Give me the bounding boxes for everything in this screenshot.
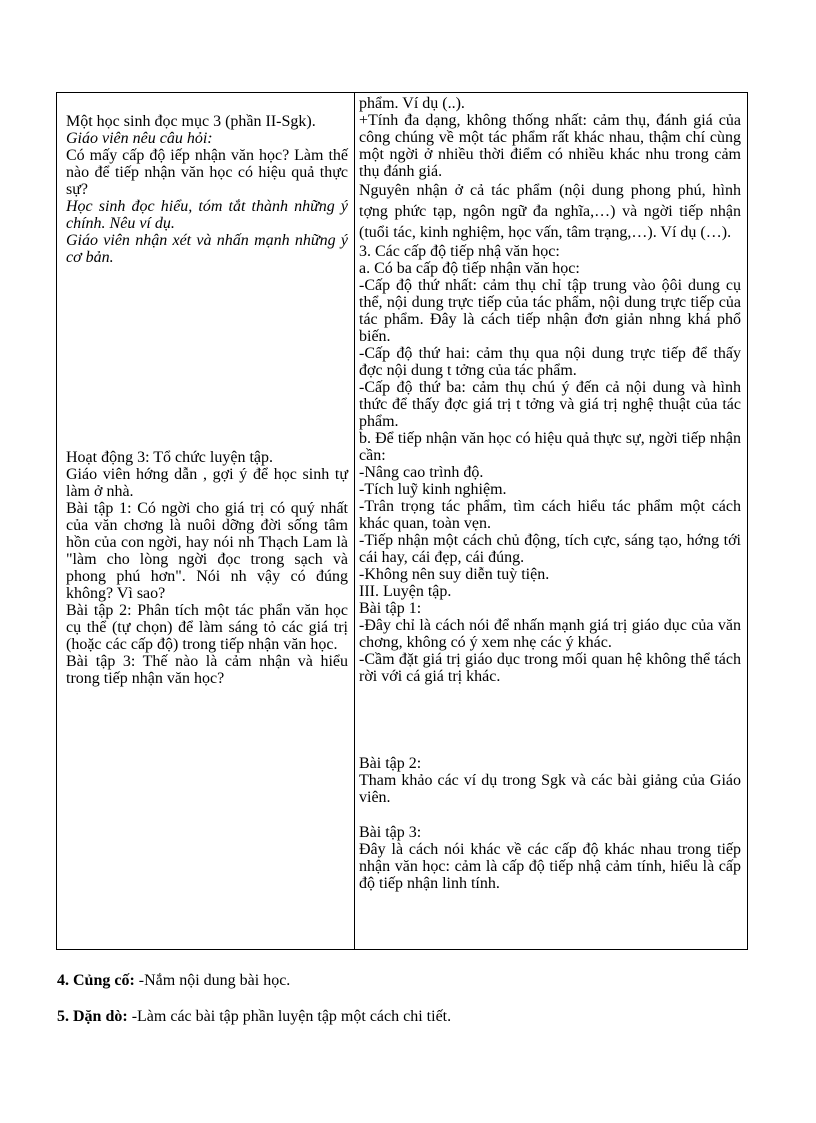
right-line: -Trân trọng tác phẩm, tìm cách hiểu tác phẩm một cách khác quan, toàn vẹn. <box>359 498 741 532</box>
right-line: -Tiếp nhận một cách chủ động, tích cực, sáng tạo, hớng tới cái hay, cái đẹp, cái đúng. <box>359 532 741 566</box>
spacer <box>66 266 348 449</box>
right-line: Bài tập 3: <box>359 824 422 841</box>
right-line: -Nâng cao trình độ. <box>359 464 484 481</box>
right-line: -Cấp độ thứ ba: cảm thụ chú ý đến cả nội dung và hình thức để thấy đợc giá trị t tởng và giá trị nghệ thuật của tác phẩm. <box>359 379 741 430</box>
right-line: III. Luyện tập. <box>359 583 452 600</box>
teacher-activity-column <box>57 93 355 949</box>
right-line: 3. Các cấp độ tiếp nhậ văn học: <box>359 243 560 260</box>
right-line: -Cấp độ thứ hai: cảm thụ qua nội dung trực tiếp để thấy đợc nội dung t tởng của tác phẩm. <box>359 345 741 379</box>
spacer <box>359 685 741 755</box>
homework-line <box>57 1008 451 1026</box>
right-line: -Đây chỉ là cách nói để nhấn mạnh giá trị giáo dục của văn chơng, không có ý xem nhẹ các ý khác. <box>359 617 741 651</box>
right-line: -Cấp độ thứ nhất: cảm thụ chỉ tập trung vào ộôi dung cụ thể, nội dung trực tiếp của tác phẩm, nội dung trực tiếp của tác phẩm. Đây là cách tiếp nhận đơn giản nhng khá phổ biến. <box>359 277 741 345</box>
consolidation-text: -Nắm nội dung bài học. <box>134 972 291 989</box>
right-line: b. Để tiếp nhận văn học có hiệu quả thực sự, ngời tiếp nhận cần: <box>359 430 741 464</box>
right-line: Đây là cách nói khác về các cấp độ khác nhau trong tiếp nhận văn học: cảm là cấp độ tiếp nhậ cảm tính, hiểu là cấp độ tiếp nhận linh tính. <box>359 841 741 892</box>
right-line: -Cầm đặt giá trị giáo dục trong mối quan hệ không thể tách rời với cá giá trị khác. <box>359 651 741 685</box>
homework-text: -Làm các bài tập phần luyện tập một cách chi tiết. <box>127 1008 452 1025</box>
right-line: Tham khảo các ví dụ trong Sgk và các bài giảng của Giáo viên. <box>359 772 741 806</box>
left-line: Có mấy cấp độ iếp nhận văn học? Làm thế nào để tiếp nhận văn học có hiệu quả thực sự? <box>66 147 348 198</box>
left-line: Hoạt động 3: Tổ chức luyện tập. <box>66 449 273 466</box>
left-line: Học sinh đọc hiểu, tóm tắt thành những ý chính. Nêu ví dụ. <box>66 198 348 232</box>
spacer <box>359 806 741 824</box>
left-line: Giáo viên nhận xét và nhấn mạnh những ý cơ bản. <box>66 232 348 266</box>
left-line: Một học sinh đọc mục 3 (phần II-Sgk). <box>66 113 316 130</box>
right-line: Nguyên nhận ở cả tác phẩm (nội dung phong phú, hình tợng phức tạp, ngôn ngữ đa nghĩa,…) và ngời tiếp nhận (tuổi tác, kinh nghiệm, học vấn, tâm trạng,…). Ví dụ (…). <box>359 182 741 241</box>
right-line: +Tính đa dạng, không thống nhất: cảm thụ, đánh giá của công chúng về một tác phẩm rất khác nhau, thậm chí cùng một ngời ở nhiều thời điểm có nhiều khác nhu trong cảm thụ đánh giá. <box>359 112 741 180</box>
homework-label: 5. Dặn dò: <box>57 1008 128 1025</box>
left-line: Bài tập 2: Phân tích một tác phẩn văn học cụ thể (tự chọn) để làm sáng tỏ các giá trị (hoặc các cấp độ) trong tiếp nhận văn học. <box>66 602 348 653</box>
content-column <box>355 93 747 949</box>
lesson-table <box>56 92 748 950</box>
left-line: Bài tập 1: Có ngời cho giá trị có quý nhất của văn chơng là nuôi dỡng đời sống tâm hồn của con ngời, hay nói nh Thạch Lam là "làm cho lòng ngời đọc trong sạch và phong phú hơn". Nói nh vậy có đúng không? Vì sao? <box>66 500 348 602</box>
left-line: Giáo viên nêu câu hỏi: <box>66 130 213 147</box>
right-line: -Không nên suy diễn tuỳ tiện. <box>359 566 550 583</box>
right-line: Bài tập 1: <box>359 600 422 617</box>
right-line: a. Có ba cấp độ tiếp nhận văn học: <box>359 260 580 277</box>
left-line: Bài tập 3: Thế nào là cảm nhận và hiểu trong tiếp nhận văn học? <box>66 653 348 687</box>
left-line: Giáo viên hớng dẫn , gợi ý để học sinh tự làm ở nhà. <box>66 466 348 500</box>
consolidation-line <box>57 972 290 990</box>
right-line: Bài tập 2: <box>359 755 422 772</box>
right-line: phẩm. Ví dụ (..). <box>359 95 465 112</box>
consolidation-label: 4. Củng cố: <box>57 972 135 989</box>
right-line: -Tích luỹ kinh nghiệm. <box>359 481 507 498</box>
